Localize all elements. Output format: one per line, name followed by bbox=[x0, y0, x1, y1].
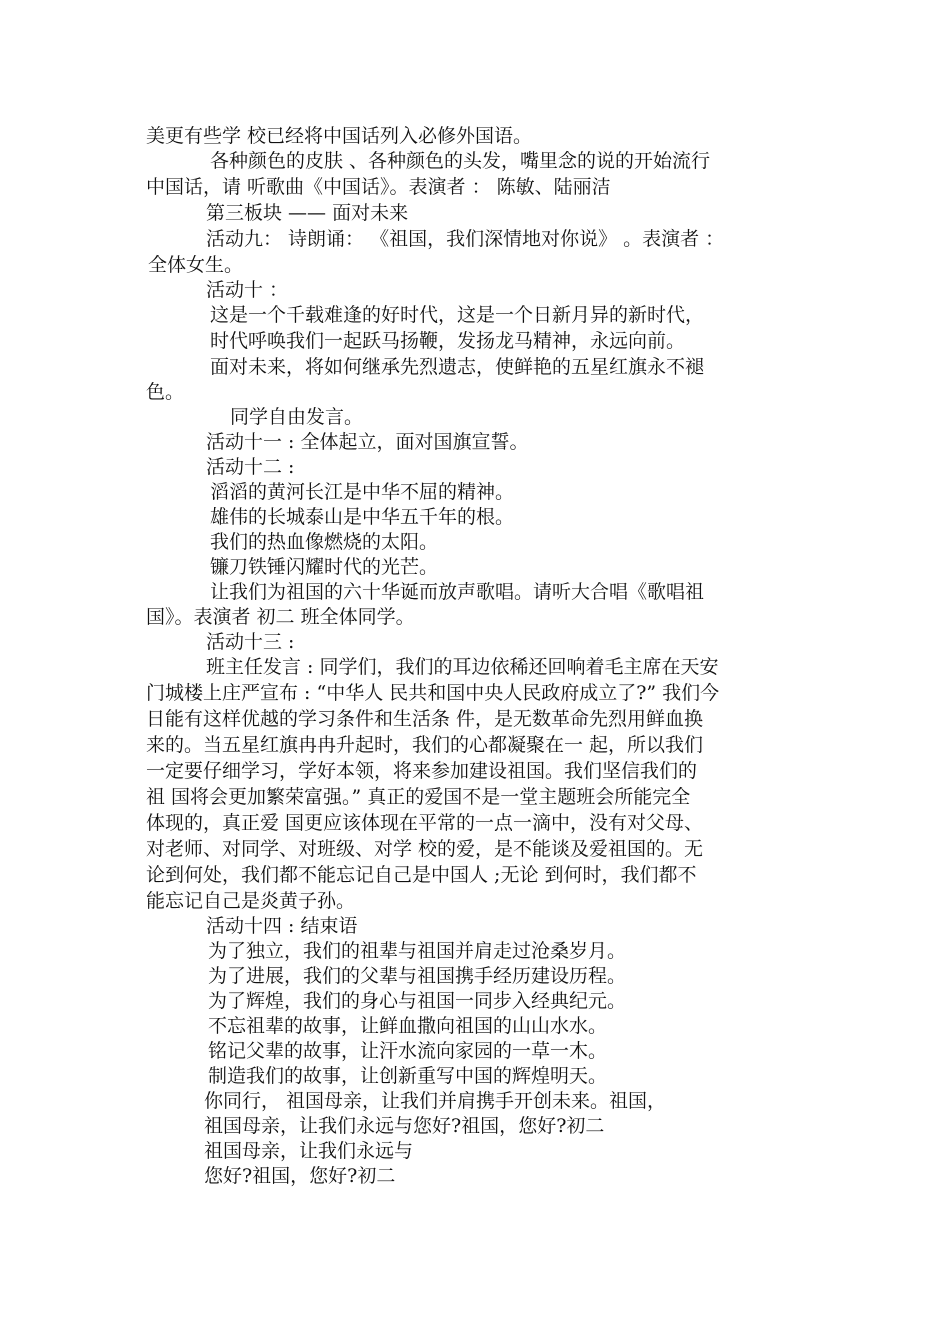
text-line: 面对未来，将如何继承先烈遗志，使鲜艳的五星红旗永不褪 bbox=[210, 356, 705, 378]
text-line: 镰刀铁锤闪耀时代的光芒。 bbox=[210, 556, 439, 578]
text-line: 制造我们的故事，让创新重写中国的辉煌明天。 bbox=[208, 1065, 608, 1087]
text-line: 论到何处，我们都不能忘记自己是中国人 ;无论 到何时，我们都不 bbox=[146, 864, 697, 886]
text-line: 日能有这样优越的学习条件和生活条 件，是无数革命先烈用鲜血换 bbox=[146, 708, 704, 730]
text-line: 色。 bbox=[146, 381, 185, 403]
text-line: 我们的热血像燃烧的太阳。 bbox=[210, 531, 439, 553]
text-line: 滔滔的黄河长江是中华不屈的精神。 bbox=[210, 481, 515, 503]
text-line: 活动九： 诗朗诵： 《祖国，我们深情地对你说》 。表演者 ： bbox=[206, 228, 725, 250]
text-line: 同学自由发言。 bbox=[230, 406, 364, 428]
text-line: 您好?祖国，您好?初二 bbox=[204, 1165, 396, 1187]
text-line: 体现的，真正爱 国更应该体现在平常的一点一滴中，没有对父母、 bbox=[146, 812, 704, 834]
text-line: 对老师、对同学、对班级、对学 校的爱，是不能谈及爱祖国的。无 bbox=[146, 838, 704, 860]
text-line: 一定要仔细学习，学好本领，将来参加建设祖国。我们坚信我们的 bbox=[146, 760, 698, 782]
text-line: 门城楼上庄严宣布 : “中华人 民共和国中央人民政府成立了?” 我们今 bbox=[146, 682, 720, 704]
text-line: 雄伟的长城泰山是中华五千年的根。 bbox=[210, 506, 515, 528]
activity-heading: 活动十 ： bbox=[206, 279, 289, 301]
text-line: 为了辉煌，我们的身心与祖国一同步入经典纪元。 bbox=[208, 990, 627, 1012]
text-line: 美更有些学 校已经将中国话列入必修外国语。 bbox=[146, 125, 533, 147]
text-line: 全体女生。 bbox=[148, 254, 244, 276]
text-line: 为了进展，我们的父辈与祖国携手经历建设历程。 bbox=[208, 965, 627, 987]
text-line: 铭记父辈的故事，让汗水流向家园的一草一木。 bbox=[208, 1040, 608, 1062]
activity-heading: 活动十一 : 全体起立，面对国旗宣誓。 bbox=[206, 431, 529, 453]
text-line: 为了独立，我们的祖辈与祖国并肩走过沧桑岁月。 bbox=[208, 940, 627, 962]
text-line: 能忘记自己是炎黄子孙。 bbox=[146, 890, 356, 912]
text-line: 祖国母亲，让我们永远与您好?祖国，您好?初二 bbox=[204, 1115, 605, 1137]
text-line: 国》。表演者 初二 班全体同学。 bbox=[146, 606, 415, 628]
activity-heading: 活动十三 : bbox=[206, 631, 295, 653]
text-line: 你同行， 祖国母亲，让我们并肩携手开创未来。祖国， bbox=[204, 1090, 667, 1112]
text-line: 班主任发言 : 同学们，我们的耳边依稀还回响着毛主席在天安 bbox=[206, 656, 719, 678]
activity-heading: 活动十四 : 结束语 bbox=[206, 915, 358, 937]
text-line: 祖 国将会更加繁荣富强。” 真正的爱国不是一堂主题班会所能完全 bbox=[146, 786, 691, 808]
text-line: 不忘祖辈的故事，让鲜血撒向祖国的山山水水。 bbox=[208, 1015, 608, 1037]
text-line: 让我们为祖国的六十华诞而放声歌唱。请听大合唱《歌唱祖 bbox=[210, 581, 705, 603]
text-line: 祖国母亲，让我们永远与 bbox=[204, 1140, 414, 1162]
text-line: 时代呼唤我们一起跃马扬鞭，发扬龙马精神，永远向前。 bbox=[210, 330, 686, 352]
section-heading: 第三板块 —— 面对未来 bbox=[206, 202, 409, 224]
activity-heading: 活动十二 : bbox=[206, 456, 295, 478]
text-line: 各种颜色的皮肤 、各种颜色的头发，嘴里念的说的开始流行 bbox=[210, 150, 711, 172]
text-line: 这是一个千载难逢的好时代，这是一个日新月异的新时代， bbox=[210, 304, 705, 326]
text-line: 来的。当五星红旗冉冉升起时，我们的心都凝聚在一 起，所以我们 bbox=[146, 734, 704, 756]
text-line: 中国话，请 听歌曲《中国话》。表演者 ： 陈敏、陆丽洁 bbox=[146, 176, 611, 198]
